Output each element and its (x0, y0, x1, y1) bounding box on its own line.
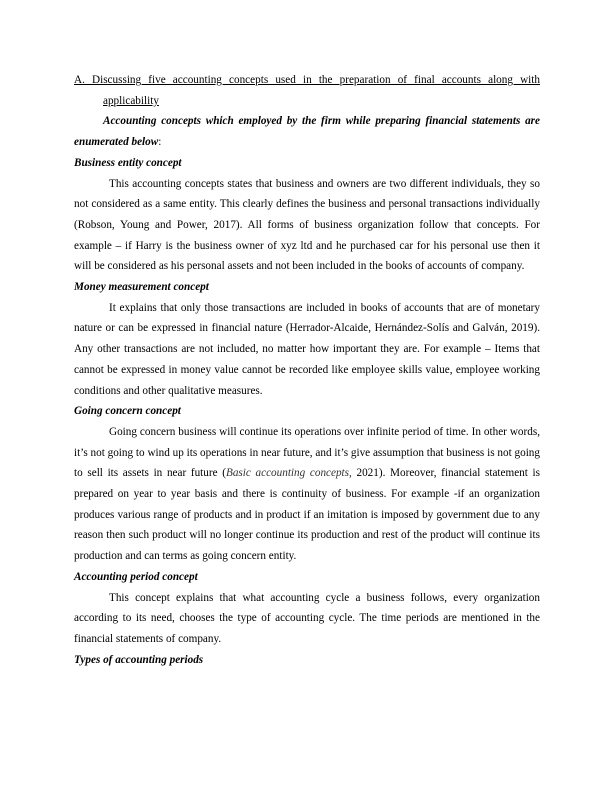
intro-colon: : (158, 136, 162, 149)
paragraph-business-entity: This accounting concepts states that business and owners are two different individuals, they so not considered as a same entity. This clearly defines the business and personal transactions individually (Robson, Young and Power, 2017). All forms of business organization follow that concepts. For example – if Harry is the business owner of xyz ltd and he purchased car for his personal use then it will be considered as his personal assets and not been included in the books of accounts of company. (74, 177, 540, 273)
section-heading: A. Discussing five accounting concepts used in the preparation of final accounts along with applicability (74, 74, 540, 107)
going-concern-text-after: 2021). Moreover, financial statement is prepared on year to year basis and there is continuity of business. For example -if an organization produces various range of products and in product if an imitation is imposed by government due to any reason then such product will no longer continue its production and rest of the product will continue its production and can terms as going concern entity. (74, 467, 540, 563)
intro-text: Accounting concepts which employed by the firm while preparing financial statements are enumerated below (74, 115, 540, 149)
going-concern-text-before: Going concern business will continue its operations over infinite period of time. In other words, it’s not going to wind up its operations in near future, and it’s give assumption that business is not going to sell its assets in near future ( (74, 425, 540, 480)
paragraph-accounting-period: This concept explains that what accounting cycle a business follows, every organization according to its need, chooses the type of accounting cycle. The time periods are mentioned in the financial statements of company. (74, 591, 540, 645)
paragraph-going-concern (74, 422, 540, 567)
citation-basic-accounting-concepts: Basic accounting concepts, (225, 467, 352, 480)
intro-statement (74, 111, 540, 152)
paragraph-money-measurement: It explains that only those transactions are included in books of accounts that are of monetary nature or can be expressed in financial nature (Herrador-Alcaide, Hernández-Solís and Galván, 2019). Any other transactions are not included, no matter how important they are. For example – Items that cannot be expressed in money value cannot be recorded like employee skills value, employee working conditions and other qualitative measures. (74, 301, 540, 397)
subheading-business-entity: Business entity concept (74, 156, 182, 169)
subheading-accounting-period: Accounting period concept (74, 570, 198, 583)
subheading-going-concern: Going concern concept (74, 405, 181, 418)
subheading-money-measurement: Money measurement concept (74, 281, 209, 294)
subheading-types-of-periods: Types of accounting periods (74, 653, 204, 666)
document-body (74, 70, 540, 670)
